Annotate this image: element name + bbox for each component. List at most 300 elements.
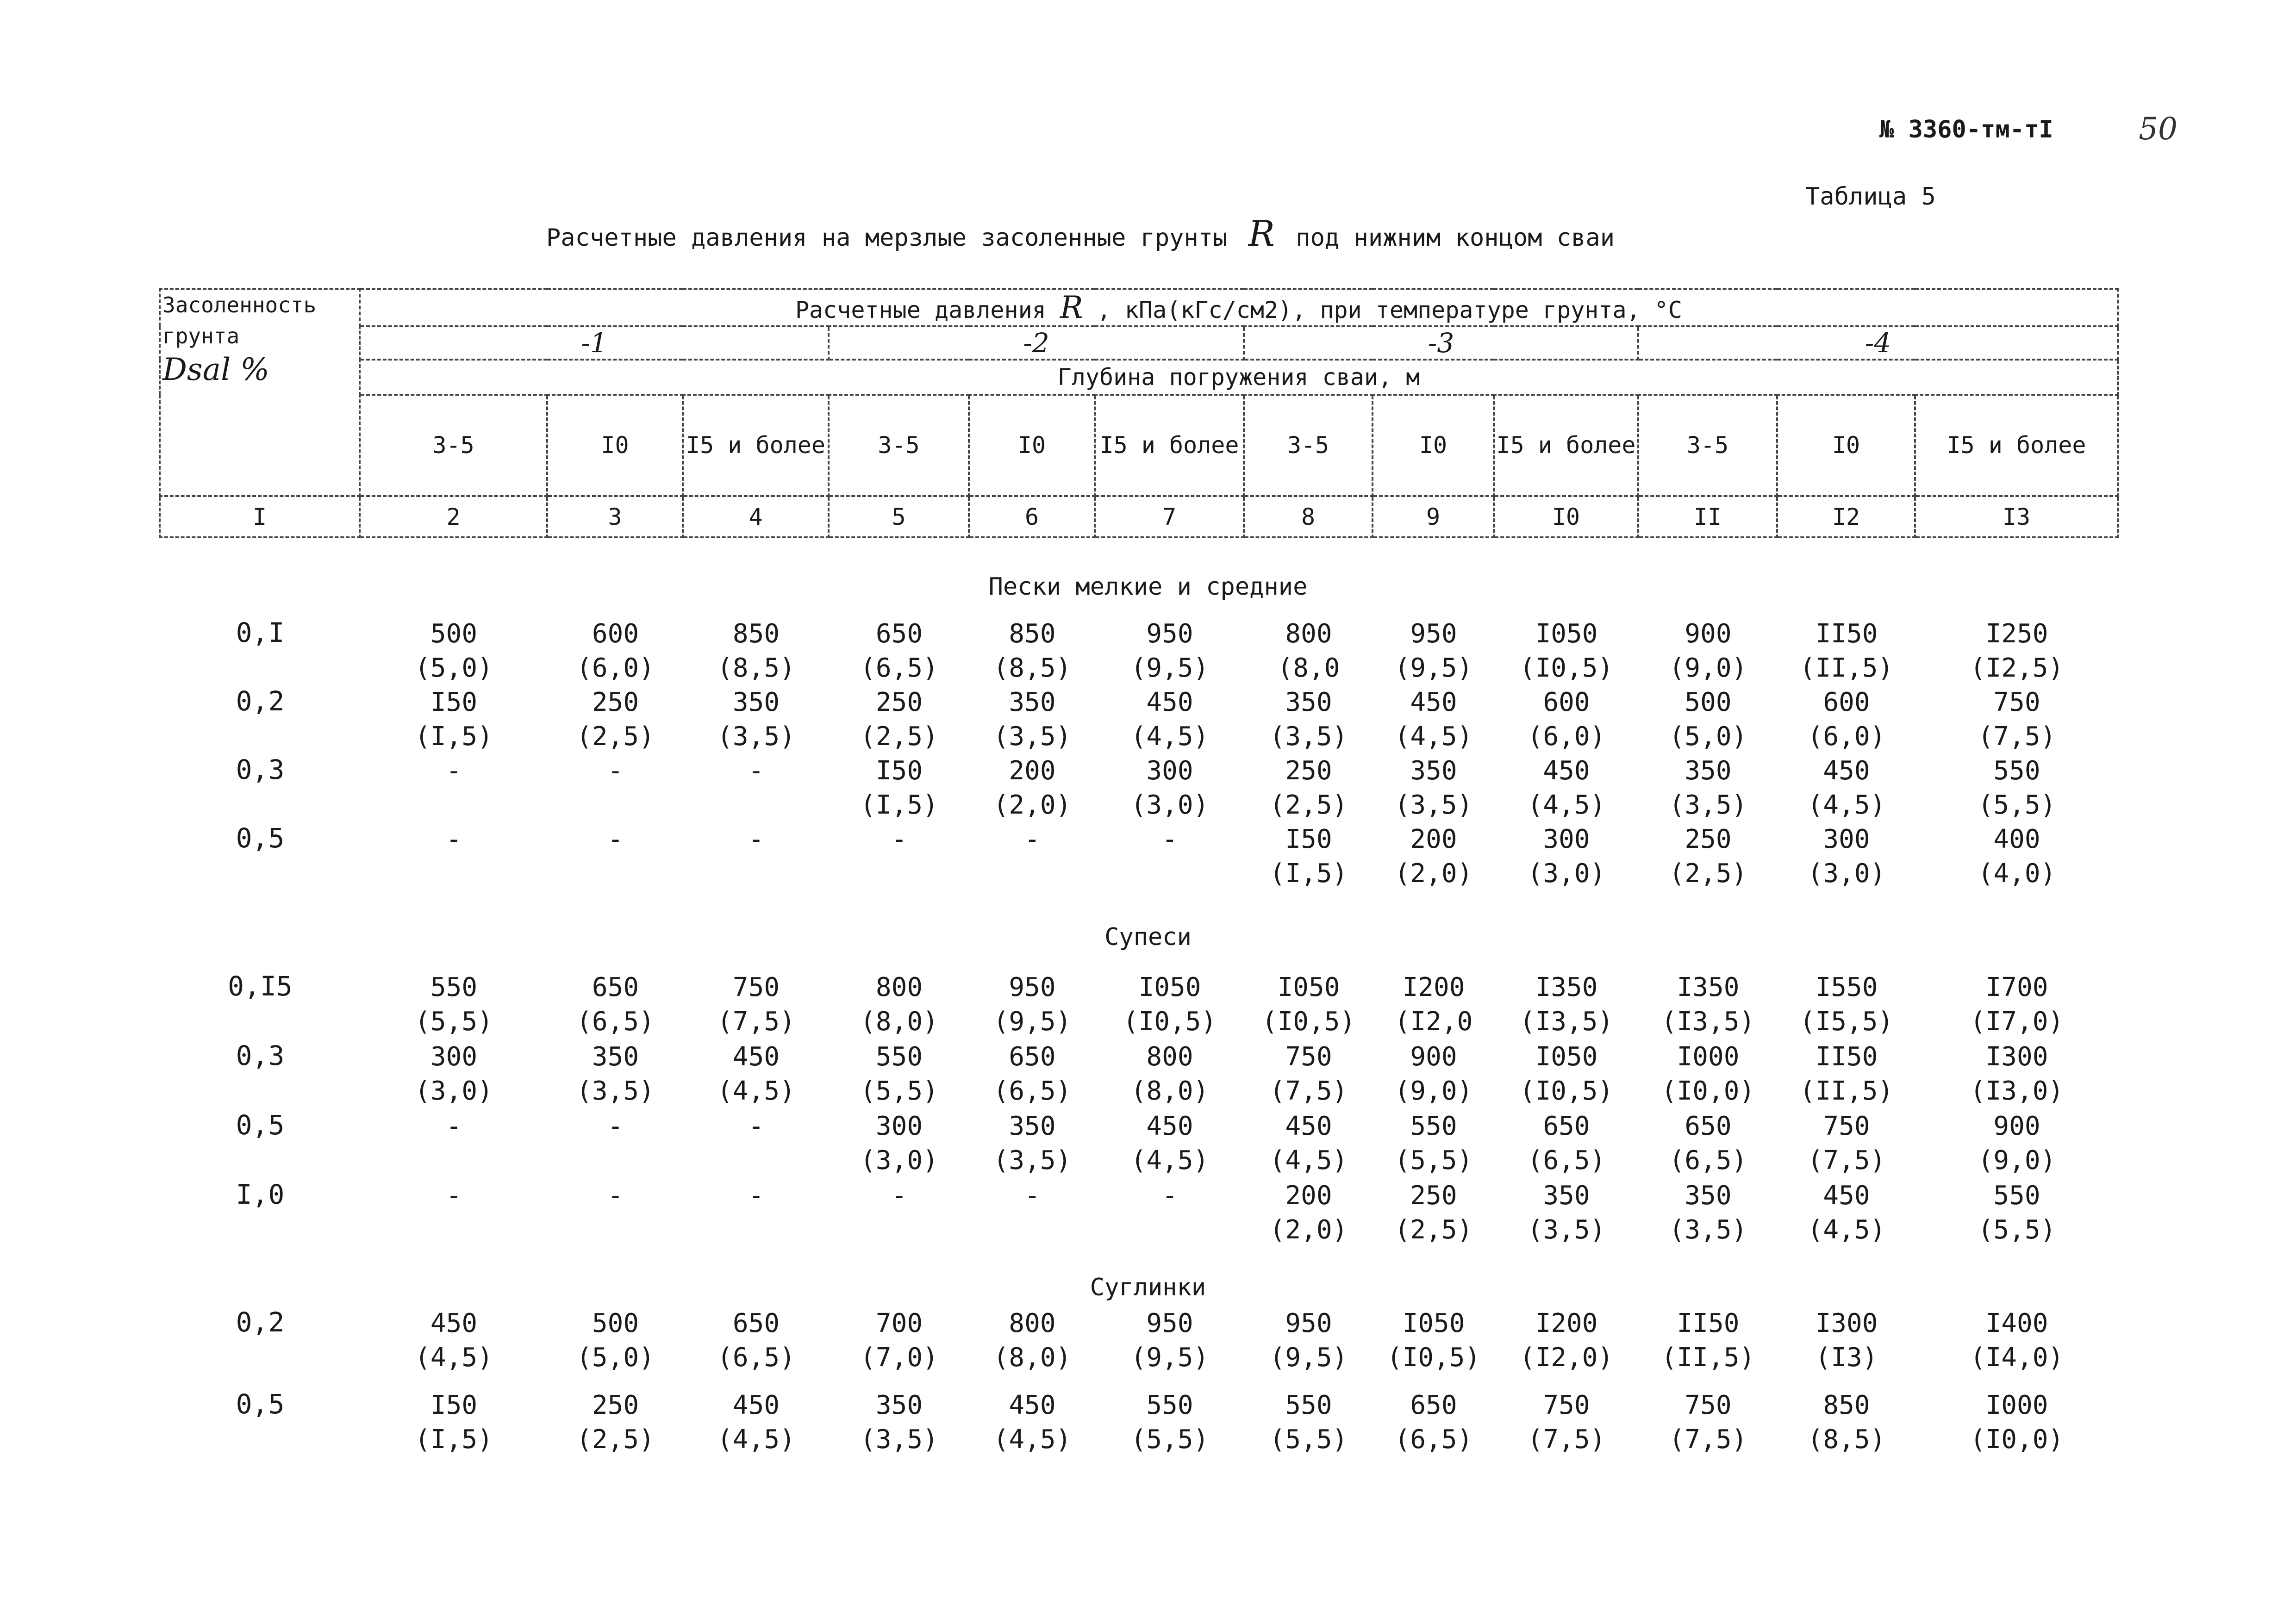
pressure-cell: [969, 970, 1095, 1039]
salinity-value: 0,3: [236, 754, 285, 785]
pressure-kpa: I700: [1985, 972, 2048, 1002]
pressure-kpa: -: [891, 824, 907, 854]
pressure-cell: [548, 617, 683, 685]
pressure-cell: [1244, 1388, 1373, 1457]
pressure-header-after: , кПа(кГс/см2), при температуре грунта,: [1097, 297, 1641, 323]
pressure-cell: [1373, 1306, 1494, 1375]
salinity-value: 0,3: [236, 1040, 285, 1071]
pressure-kpa: 850: [1009, 619, 1056, 649]
pressure-kpa: 350: [1009, 1111, 1056, 1141]
pressure-kpa: I050: [1535, 1042, 1598, 1072]
pressure-kpa: 750: [1823, 1111, 1870, 1141]
pressure-kpa: 750: [732, 972, 780, 1002]
pressure-kpa: 350: [1410, 756, 1457, 786]
pressure-cell: [1244, 970, 1373, 1039]
pressure-kpa: 700: [875, 1308, 923, 1338]
pressure-kgs: (4,5): [1394, 721, 1473, 752]
pressure-cell: [1778, 754, 1915, 822]
pressure-kgs: (9,5): [993, 1007, 1072, 1037]
pressure-cell: [1095, 1388, 1244, 1457]
salinity-value: 0,5: [236, 822, 285, 854]
pressure-kpa: 600: [592, 619, 639, 649]
depth-header-cell: 3-5: [829, 395, 969, 496]
pressure-kpa: 300: [1543, 824, 1590, 854]
pressure-kpa: -: [1162, 824, 1178, 854]
pressure-cell: [1244, 822, 1373, 891]
pressure-kgs: (5,5): [1978, 1215, 2056, 1245]
pressure-kpa: 200: [1009, 756, 1056, 786]
pressure-kpa: 650: [1685, 1111, 1732, 1141]
pressure-kgs: (I3,5): [1661, 1007, 1755, 1037]
pressure-kgs: (3,5): [1269, 721, 1348, 752]
pressure-kpa: 300: [1823, 824, 1870, 854]
pressure-kpa: -: [607, 824, 624, 854]
pressure-kgs: (4,5): [1130, 1145, 1209, 1175]
pressure-header-unit: °С: [1654, 297, 1683, 323]
pressure-kgs: (4,5): [1807, 790, 1886, 820]
pressure-kpa: 800: [1146, 1042, 1193, 1072]
pressure-kgs: (4,5): [1527, 790, 1606, 820]
salinity-value: 0,2: [236, 685, 285, 717]
table-title-after: под нижним концом сваи: [1296, 224, 1615, 252]
pressure-kgs: (4,5): [717, 1076, 795, 1106]
pressure-kgs: (3,5): [1394, 790, 1473, 820]
column-number-row: [160, 496, 2118, 537]
pressure-cell: [1915, 1306, 2118, 1375]
pressure-kpa: 950: [1410, 619, 1457, 649]
pressure-cell: [1373, 1040, 1494, 1108]
pressure-kpa: 350: [875, 1390, 923, 1420]
pressure-cell: [969, 1388, 1095, 1457]
pressure-cell: [1915, 970, 2118, 1039]
pressure-cell: [360, 1306, 548, 1375]
pressure-cell: [1095, 1040, 1244, 1108]
pressure-cell: [1639, 617, 1778, 685]
temperature-group: -1: [360, 326, 829, 360]
pressure-kgs: (I3,5): [1519, 1007, 1614, 1037]
pressure-cell: [1778, 1040, 1915, 1108]
pressure-cell: [1244, 754, 1373, 822]
pressure-kgs: (5,5): [1978, 790, 2056, 820]
pressure-cell: [1244, 1306, 1373, 1375]
pressure-kpa: I000: [1985, 1390, 2048, 1420]
pressure-kpa: 450: [732, 1390, 780, 1420]
pressure-cell: [1639, 1179, 1778, 1247]
pressure-kpa: 300: [875, 1111, 923, 1141]
pressure-cell: [683, 1040, 829, 1108]
depth-header-cell: 3-5: [1244, 395, 1373, 496]
pressure-kpa: 500: [1685, 687, 1732, 717]
pressure-kpa: I200: [1402, 972, 1465, 1002]
pressure-kgs: (2,5): [576, 721, 655, 752]
pressure-kgs: (6,0): [1527, 721, 1606, 752]
salinity-header-line1: Засоленность: [162, 292, 317, 317]
pressure-cell: [548, 1388, 683, 1457]
pressure-cell: [360, 1179, 548, 1213]
pressure-kgs: (9,0): [1978, 1145, 2056, 1175]
pressure-cell: [1244, 685, 1373, 754]
pressure-kpa: 350: [1285, 687, 1332, 717]
pressure-cell: [1915, 685, 2118, 754]
pressure-kgs: (3,5): [860, 1424, 938, 1455]
pressure-kgs: (3,0): [860, 1145, 938, 1175]
pressure-kgs: (6,5): [1394, 1424, 1473, 1455]
pressure-header-before: Расчетные давления: [795, 297, 1046, 323]
pressure-cell: [1639, 1109, 1778, 1178]
pressure-cell: [1373, 1388, 1494, 1457]
page-number: 50: [2139, 111, 2177, 147]
pressure-kgs: (I3,0): [1970, 1076, 2064, 1106]
pressure-cell: [829, 1306, 969, 1375]
pressure-kgs: (I0,0): [1661, 1076, 1755, 1106]
pressure-kgs: (4,0): [1978, 858, 2056, 889]
pressure-cell: [1639, 1040, 1778, 1108]
pressure-cell: [1373, 1109, 1494, 1178]
column-number-cell: 7: [1095, 496, 1244, 537]
pressure-kpa: 550: [1146, 1390, 1193, 1420]
pressure-kpa: 200: [1410, 824, 1457, 854]
pressure-cell: [829, 617, 969, 685]
pressure-cell: [360, 1388, 548, 1457]
pressure-cell: [1373, 617, 1494, 685]
pressure-kgs: (5,5): [1130, 1424, 1209, 1455]
pressure-kgs: (I0,0): [1970, 1424, 2064, 1455]
pressure-cell: [969, 822, 1095, 857]
pressure-kgs: (7,5): [1669, 1424, 1747, 1455]
pressure-kgs: (5,0): [1669, 721, 1747, 752]
salinity-value: 0,I5: [228, 970, 293, 1002]
pressure-kpa: 450: [1285, 1111, 1332, 1141]
table-title: [546, 213, 1615, 254]
temperature-group: -2: [829, 326, 1244, 360]
pressure-kpa: 800: [1009, 1308, 1056, 1338]
pressure-kgs: (II,5): [1799, 1076, 1894, 1106]
pressure-kpa: I050: [1402, 1308, 1465, 1338]
pressure-cell: [548, 1109, 683, 1144]
pressure-kpa: I050: [1138, 972, 1201, 1002]
pressure-kpa: I200: [1535, 1308, 1598, 1338]
pressure-kgs: (I2,0): [1519, 1343, 1614, 1373]
pressure-cell: [548, 1040, 683, 1108]
column-number-cell: II: [1638, 496, 1777, 537]
pressure-cell: [1778, 685, 1915, 754]
document-number: № 3360-тм-тI: [1879, 116, 2053, 143]
section-title: Суглинки: [1090, 1274, 1206, 1301]
pressure-kpa: I550: [1815, 972, 1878, 1002]
column-number-cell: 6: [969, 496, 1095, 537]
pressure-kgs: (9,5): [1269, 1343, 1348, 1373]
pressure-kpa: 650: [592, 972, 639, 1002]
pressure-kpa: 800: [1285, 619, 1332, 649]
pressure-header: [360, 289, 2118, 326]
pressure-cell: [1915, 617, 2118, 685]
pressure-kgs: (2,0): [1269, 1215, 1348, 1245]
pressure-kgs: (4,5): [717, 1424, 795, 1455]
pressure-kgs: (I0,5): [1386, 1343, 1481, 1373]
pressure-kpa: 600: [1823, 687, 1870, 717]
pressure-kpa: -: [607, 756, 624, 786]
pressure-kgs: (3,5): [993, 1145, 1072, 1175]
pressure-kpa: 650: [1009, 1042, 1056, 1072]
pressure-kgs: (I7,0): [1970, 1007, 2064, 1037]
depth-row: [160, 395, 2118, 496]
pressure-cell: [829, 822, 969, 857]
pressure-cell: [1778, 1109, 1915, 1178]
pressure-kgs: (8,0): [993, 1343, 1072, 1373]
pressure-kpa: 250: [592, 687, 639, 717]
salinity-value: 0,5: [236, 1388, 285, 1420]
pressure-kgs: (4,5): [1130, 721, 1209, 752]
pressure-kpa: 300: [1146, 756, 1193, 786]
salinity-value: 0,5: [236, 1109, 285, 1141]
depth-header-cell: I0: [969, 395, 1095, 496]
pressure-cell: [1639, 1306, 1778, 1375]
pressure-cell: [1373, 970, 1494, 1039]
pressure-kpa: 250: [875, 687, 923, 717]
pressure-kpa: I50: [430, 1390, 478, 1420]
pressure-kpa: 550: [1993, 756, 2040, 786]
column-number-cell: 3: [547, 496, 683, 537]
pressure-cell: [360, 754, 548, 788]
pressure-cell: [1778, 1179, 1915, 1247]
pressure-cell: [1373, 685, 1494, 754]
pressure-kpa: 750: [1685, 1390, 1732, 1420]
pressure-kgs: (6,5): [993, 1076, 1072, 1106]
pressure-kgs: (3,5): [717, 721, 795, 752]
pressure-cell: [1639, 754, 1778, 822]
pressure-cell: [969, 1179, 1095, 1213]
pressure-kpa: 650: [1543, 1111, 1590, 1141]
pressure-cell: [969, 617, 1095, 685]
pressure-kpa: 350: [592, 1042, 639, 1072]
depth-header-cell: I5 и более: [1095, 395, 1244, 496]
pressure-cell: [1915, 754, 2118, 822]
pressure-kpa: 450: [1410, 687, 1457, 717]
pressure-kgs: (4,5): [1269, 1145, 1348, 1175]
pressure-kpa: 350: [732, 687, 780, 717]
column-number-cell: I2: [1777, 496, 1915, 537]
pressure-kpa: -: [891, 1181, 907, 1211]
pressure-kgs: (9,5): [1130, 1343, 1209, 1373]
pressure-kpa: 350: [1543, 1181, 1590, 1211]
pressure-kgs: (I2,5): [1970, 653, 2064, 683]
pressure-kpa: I250: [1985, 619, 2048, 649]
pressure-cell: [360, 970, 548, 1039]
pressure-cell: [1095, 1179, 1244, 1213]
pressure-kgs: (5,5): [1394, 1145, 1473, 1175]
pressure-kpa: 450: [1823, 1181, 1870, 1211]
pressure-cell: [829, 1179, 969, 1213]
pressure-kpa: -: [748, 1181, 764, 1211]
pressure-cell: [1915, 1179, 2118, 1247]
pressure-kgs: (I0,5): [1261, 1007, 1356, 1037]
pressure-cell: [1095, 754, 1244, 822]
pressure-kgs: (5,5): [860, 1076, 938, 1106]
table-title-symbol: R: [1248, 213, 1275, 254]
pressure-kpa: 350: [1009, 687, 1056, 717]
section-title: Супеси: [1104, 923, 1192, 951]
pressure-kpa: -: [446, 1111, 462, 1141]
column-number-cell: 2: [360, 496, 547, 537]
pressure-cell: [1095, 1109, 1244, 1178]
column-number-cell: I3: [1915, 496, 2118, 537]
pressure-kpa: 550: [1993, 1181, 2040, 1211]
table-header: [159, 288, 2119, 538]
pressure-cell: [683, 1306, 829, 1375]
pressure-cell: [1778, 822, 1915, 891]
pressure-kpa: 500: [430, 619, 478, 649]
pressure-cell: [683, 1179, 829, 1213]
pressure-cell: [1494, 1306, 1639, 1375]
pressure-kpa: 950: [1009, 972, 1056, 1002]
pressure-cell: [548, 754, 683, 788]
pressure-cell: [969, 1040, 1095, 1108]
pressure-cell: [1373, 754, 1494, 822]
pressure-kpa: 800: [875, 972, 923, 1002]
pressure-cell: [1095, 617, 1244, 685]
pressure-cell: [1095, 822, 1244, 857]
salinity-value: I,0: [236, 1179, 285, 1210]
pressure-kgs: (2,0): [993, 790, 1072, 820]
pressure-kpa: I350: [1677, 972, 1740, 1002]
pressure-kgs: (8,5): [717, 653, 795, 683]
pressure-kgs: (I,5): [415, 721, 493, 752]
pressure-kgs: (9,0): [1394, 1076, 1473, 1106]
depth-header-cell: I5 и более: [1494, 395, 1638, 496]
pressure-cell: [548, 970, 683, 1039]
pressure-kgs: (2,5): [860, 721, 938, 752]
pressure-kpa: 650: [875, 619, 923, 649]
pressure-kgs: (7,5): [717, 1007, 795, 1037]
temperature-group: -3: [1244, 326, 1638, 360]
table-label: Таблица 5: [1805, 183, 1936, 211]
depth-header-cell: I0: [547, 395, 683, 496]
pressure-cell: [1778, 617, 1915, 685]
pressure-cell: [1639, 970, 1778, 1039]
pressure-kpa: -: [446, 824, 462, 854]
pressure-cell: [1494, 754, 1639, 822]
pressure-kgs: (II,5): [1661, 1343, 1755, 1373]
pressure-cell: [829, 1388, 969, 1457]
salinity-value: 0,I: [236, 617, 285, 648]
pressure-cell: [1244, 1040, 1373, 1108]
depth-header-cell: I5 и более: [683, 395, 829, 496]
pressure-kpa: I050: [1277, 972, 1340, 1002]
column-number-cell: 8: [1244, 496, 1373, 537]
column-number-cell: 5: [829, 496, 969, 537]
depth-header-cell: I5 и более: [1915, 395, 2118, 496]
pressure-cell: [829, 754, 969, 822]
pressure-cell: [1244, 1109, 1373, 1178]
pressure-kgs: (4,5): [415, 1343, 493, 1373]
pressure-cell: [1373, 1179, 1494, 1247]
pressure-kgs: (2,5): [1269, 790, 1348, 820]
pressure-cell: [683, 1388, 829, 1457]
pressure-kpa: 450: [1146, 687, 1193, 717]
pressure-kpa: 250: [592, 1390, 639, 1420]
table-title-before: Расчетные давления на мерзлые засоленные грунты: [546, 224, 1228, 252]
pressure-kpa: -: [748, 824, 764, 854]
pressure-kpa: II50: [1815, 619, 1878, 649]
pressure-cell: [1915, 1040, 2118, 1108]
pressure-kgs: (6,5): [1669, 1145, 1747, 1175]
pressure-kgs: (I,5): [1269, 858, 1348, 889]
depth-header-cell: I0: [1373, 395, 1494, 496]
pressure-cell: [548, 685, 683, 754]
pressure-cell: [1494, 1388, 1639, 1457]
depth-header: Глубина погружения сваи, м: [360, 360, 2118, 395]
pressure-kgs: (I4,0): [1970, 1343, 2064, 1373]
salinity-value: 0,2: [236, 1306, 285, 1338]
pressure-kgs: (7,5): [1527, 1424, 1606, 1455]
pressure-kpa: 550: [1285, 1390, 1332, 1420]
pressure-kpa: 250: [1685, 824, 1732, 854]
pressure-kgs: (3,5): [1669, 1215, 1747, 1245]
pressure-kgs: (6,5): [1527, 1145, 1606, 1175]
pressure-kgs: (9,5): [1394, 653, 1473, 683]
pressure-cell: [969, 1306, 1095, 1375]
pressure-kpa: -: [1024, 824, 1040, 854]
pressure-kgs: (I0,5): [1519, 653, 1614, 683]
pressure-kpa: -: [607, 1111, 624, 1141]
pressure-kpa: I350: [1535, 972, 1598, 1002]
pressure-kpa: I300: [1985, 1042, 2048, 1072]
pressure-kgs: (3,0): [1807, 858, 1886, 889]
pressure-kpa: 900: [1410, 1042, 1457, 1072]
pressure-kgs: (I0,5): [1519, 1076, 1614, 1106]
pressure-kgs: (2,5): [576, 1424, 655, 1455]
pressure-kgs: (7,5): [1269, 1076, 1348, 1106]
pressure-cell: [360, 1040, 548, 1108]
pressure-kgs: (9,0): [1669, 653, 1747, 683]
pressure-kpa: II50: [1815, 1042, 1878, 1072]
pressure-kgs: (3,0): [1527, 858, 1606, 889]
pressure-cell: [829, 970, 969, 1039]
pressure-cell: [683, 1109, 829, 1144]
pressure-kgs: (6,0): [576, 653, 655, 683]
pressure-cell: [829, 1040, 969, 1108]
pressure-kgs: (2,5): [1669, 858, 1747, 889]
pressure-kpa: 650: [732, 1308, 780, 1338]
pressure-kgs: (8,0): [1130, 1076, 1209, 1106]
pressure-cell: [1494, 970, 1639, 1039]
salinity-header-symbol: Dsal %: [162, 352, 269, 388]
pressure-kgs: (5,5): [1269, 1424, 1348, 1455]
pressure-cell: [1494, 1109, 1639, 1178]
salinity-header-line2: грунта: [162, 323, 240, 348]
pressure-cell: [1244, 617, 1373, 685]
pressure-cell: [683, 617, 829, 685]
pressure-kgs: (4,5): [993, 1424, 1072, 1455]
pressure-kpa: I50: [1285, 824, 1332, 854]
pressure-cell: [1915, 822, 2118, 891]
pressure-kgs: (II,5): [1799, 653, 1894, 683]
pressure-kgs: (I3): [1815, 1343, 1878, 1373]
pressure-cell: [1778, 970, 1915, 1039]
salinity-header: [160, 289, 360, 496]
pressure-kgs: (8,5): [1807, 1424, 1886, 1455]
pressure-cell: [1095, 685, 1244, 754]
pressure-kpa: 850: [1823, 1390, 1870, 1420]
pressure-kpa: II50: [1677, 1308, 1740, 1338]
pressure-kgs: (I2,0: [1394, 1007, 1473, 1037]
pressure-kgs: (6,5): [717, 1343, 795, 1373]
pressure-kpa: 600: [1543, 687, 1590, 717]
pressure-cell: [1494, 617, 1639, 685]
section-title: Пески мелкие и средние: [988, 573, 1308, 601]
pressure-kgs: (5,0): [576, 1343, 655, 1373]
pressure-cell: [1778, 1388, 1915, 1457]
